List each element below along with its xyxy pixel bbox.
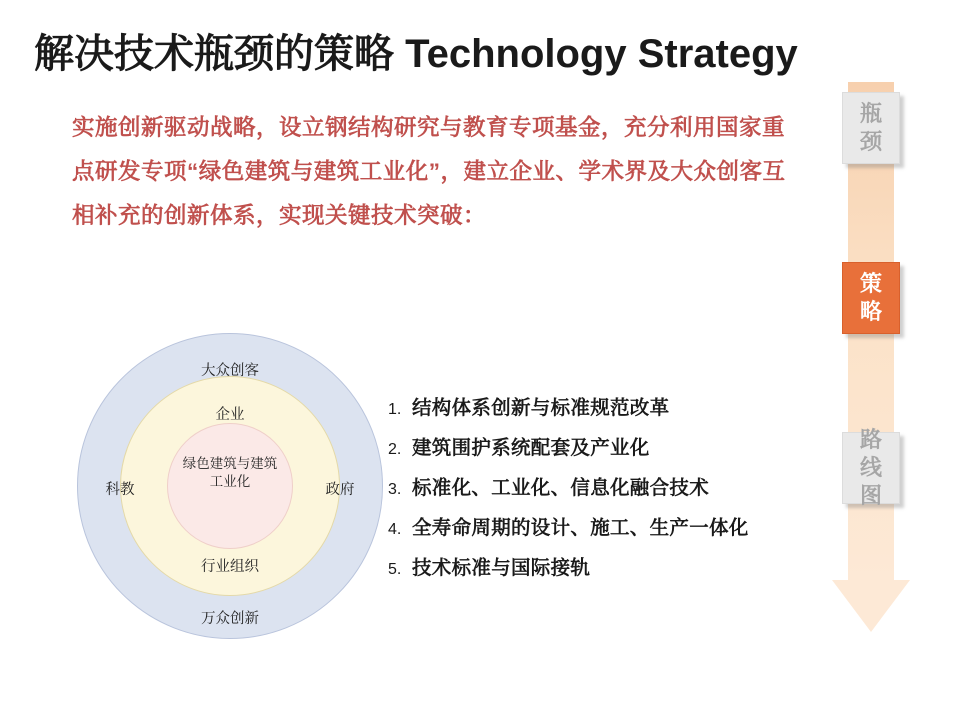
stage-chip-line2: 略: [859, 299, 882, 324]
list-item: [388, 392, 858, 420]
list-item-number: 2.: [388, 441, 402, 458]
list-item-label: 标准化、工业化、信息化融合技术: [412, 477, 710, 499]
venn-label-middle-top: 企业: [215, 407, 245, 423]
list-item-number: 5.: [388, 561, 402, 578]
page-title-cn: 解决技术瓶颈的策略: [34, 32, 394, 76]
stage-chip-line2: 线: [859, 455, 882, 480]
stage-chip-line2: 颈: [859, 129, 882, 154]
list-item-label: 技术标准与国际接轨: [412, 557, 591, 579]
venn-label-right: 政府: [325, 482, 355, 498]
venn-label-left: 科教: [105, 482, 135, 498]
list-item: [388, 552, 858, 580]
list-item-number: 1.: [388, 401, 402, 418]
list-item-label: 建筑围护系统配套及产业化: [412, 437, 650, 459]
stage-chip-bottleneck[interactable]: [842, 92, 900, 164]
venn-label-core: 绿色建筑与建筑工业化: [182, 456, 278, 489]
progress-arrow-column: [828, 82, 932, 642]
list-item: [388, 512, 858, 540]
down-arrow-head-icon: [832, 580, 910, 632]
list-item-number: 3.: [388, 481, 402, 498]
page-title: [34, 22, 798, 79]
venn-label-outer-top: 大众创客: [201, 363, 259, 379]
page-title-en: Technology Strategy: [405, 32, 798, 76]
stage-chip-roadmap[interactable]: [842, 427, 900, 508]
stage-chip-line1: 策: [859, 271, 882, 296]
stage-chip-line3: 图: [859, 483, 882, 508]
body-paragraph: 实施创新驱动战略，设立钢结构研究与教育专项基金，充分利用国家重点研发专项“绿色建筑与建筑工业化”，建立企业、学术界及大众创客互相补充的创新体系，实现关键技术突破：: [72, 115, 786, 228]
list-item: [388, 472, 858, 500]
stage-chip-line1: 瓶: [859, 101, 882, 126]
list-item-label: 结构体系创新与标准规范改革: [412, 397, 670, 419]
list-item-label: 全寿命周期的设计、施工、生产一体化: [412, 517, 749, 539]
list-item-number: 4.: [388, 521, 402, 538]
stage-chip-strategy[interactable]: [842, 262, 900, 334]
venn-label-middle-bottom: 行业组织: [201, 559, 259, 575]
strategy-list: [388, 392, 858, 592]
concentric-venn-diagram: [77, 333, 383, 639]
list-item: [388, 432, 858, 460]
venn-label-outer-bottom: 万众创新: [201, 611, 259, 627]
stage-chip-line1: 路: [859, 427, 882, 452]
